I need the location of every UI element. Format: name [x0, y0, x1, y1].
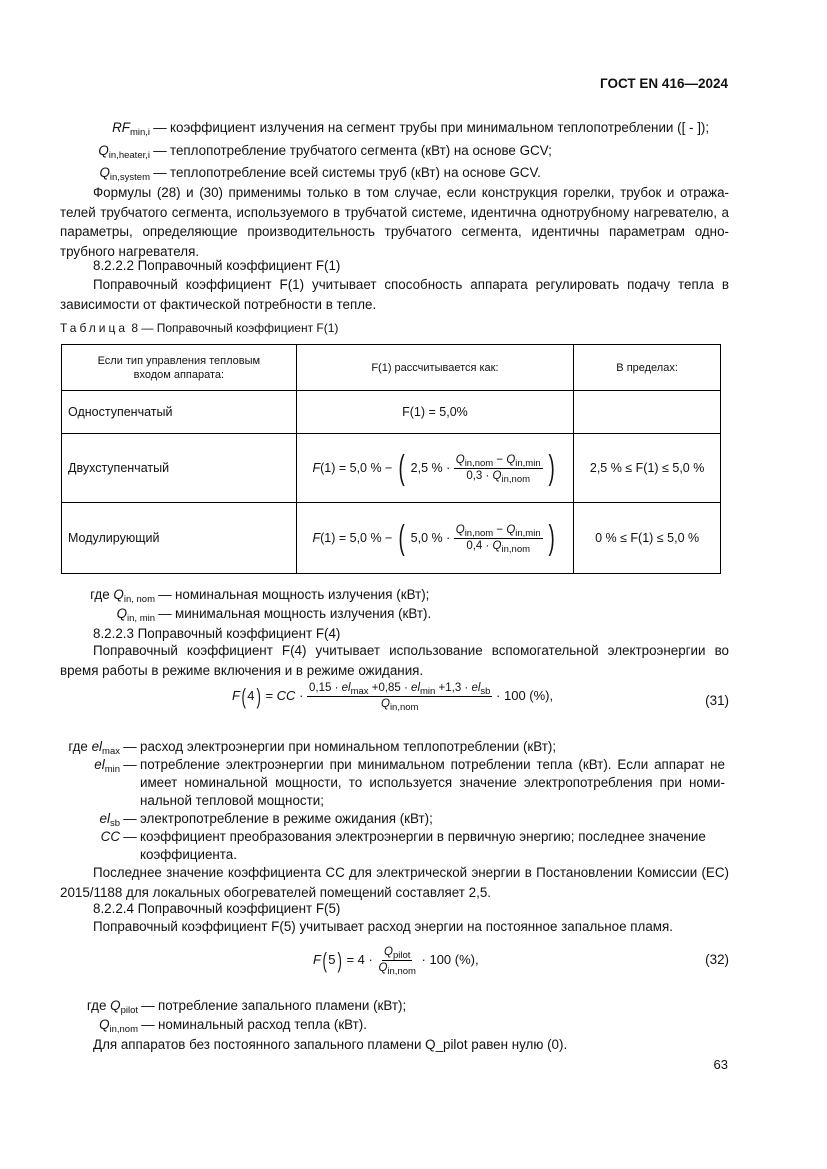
table-row — [62, 503, 721, 574]
document-header: ГОСТ EN 416—2024 — [600, 76, 728, 91]
definition-q-in-min: $Q_{in, min}$ — минимальная мощность излучения (кВт). — [116, 606, 432, 624]
paragraph-f1-description: Поправочный коэффициент F(1) учитывает способность аппарата регулировать подачу тепла в зависимости от фактической потребности в тепле. — [60, 277, 729, 312]
table-caption — [60, 321, 338, 335]
formula-coefficient: 5,0 — [410, 530, 429, 545]
table-cell-formula: F(1) = 5,0% — [296, 391, 574, 434]
definition-prefix: где — [68, 739, 88, 754]
table-header-cell: В пределах: — [574, 345, 721, 391]
table-cell-range: 0 % ≤ F(1) ≤ 5,0 % — [574, 503, 721, 574]
formula-denominator-coefficient: 0,4 — [466, 539, 483, 552]
symbol-sub: in, nom — [123, 594, 155, 605]
definition-q-in-nom-2: $Q_{in,nom}$ — номинальный расход тепла (кВт). — [99, 1017, 367, 1035]
symbol: Q — [113, 587, 124, 602]
symbol-sub: in,system — [109, 172, 150, 183]
table-caption-prefix: Таблица — [60, 321, 129, 335]
equation-32: F(5) = 4 · $\frac{Q_{pilot}}{Q_{in,nom}}$ · 100 (%), — [313, 946, 479, 977]
table-header-cell: F(1) рассчитывается как: — [296, 345, 574, 391]
definition-prefix: где — [90, 587, 110, 602]
definition-text: электропотребление в режиме ожидания (кВт); — [140, 811, 433, 826]
definition-text: потребление запального пламени (кВт); — [158, 998, 407, 1013]
table-cell-type: Модулирующий — [62, 503, 297, 574]
definition-q-pilot: где $Q_{pilot}$ — потребление запального пламени (кВт); — [86, 998, 407, 1016]
paragraph-no-pilot: Для аппаратов без постоянного запального пламени Q_pilot равен нулю (0). — [93, 1037, 568, 1052]
table-header-row — [62, 345, 721, 391]
definition-text: минимальная мощность излучения (кВт). — [175, 606, 432, 621]
symbol-sub: min — [104, 764, 120, 775]
table-cell-type: Одноступенчатый — [62, 391, 297, 434]
paragraph-f5-description: Поправочный коэффициент F(5) учитывает расход энергии на постоянное запальное пламя. — [93, 919, 673, 934]
section-heading-8-2-2-2: 8.2.2.2 Поправочный коэффициент F(1) — [93, 258, 341, 273]
symbol: el — [99, 811, 110, 826]
symbol-sub: in,heater,i — [108, 150, 150, 161]
definition-el-sb: $el_{sb}$ — электропотребление в режиме ожидания (кВт); — [99, 811, 433, 829]
definition-text: коэффициент излучения на сегмент трубы при минимальном теплопотреблении ([ - ]); — [170, 120, 710, 135]
definition-text: расход электроэнергии при номинальном теплопотреблении (кВт); — [140, 739, 557, 754]
formula-coefficient: 2,5 — [410, 460, 429, 475]
table-cell-formula: F(1) = 5,0 % − ( 2,5 % · $\frac{Q_{in,nom} - Q_{in,min}}{0,3 \cdot Q_{in,nom}}$ ) — [296, 434, 574, 503]
definition-text: номинальная мощность излучения (кВт); — [175, 587, 430, 602]
section-heading-8-2-2-3: 8.2.2.3 Поправочный коэффициент F(4) — [93, 626, 341, 641]
definition-q-in-nom: где $Q_{in, nom}$ — номинальная мощность излучения (кВт); — [90, 587, 430, 605]
symbol-sub: max — [102, 746, 120, 757]
formula-denominator-coefficient: 0,3 — [466, 469, 483, 482]
symbol: el — [91, 739, 103, 754]
symbol: Q — [99, 165, 110, 180]
paragraph-formula-note: Формулы (28) и (30) применимы только в том случае, если конструкция горелки, трубок и отражателей трубчатого сегмента, используемого в трубчатой системе, идентична однотрубному нагревателю, а параметры, определяющие производительность трубчатого сегмента, идентичны параметрам однотрубного нагревателя. — [60, 185, 729, 260]
table-cell-type: Двухступенчатый — [62, 434, 297, 503]
symbol: RF — [112, 120, 130, 135]
table-cell-range — [574, 391, 721, 434]
definition-text: теплопотребление всей системы труб (кВт) на основе GCV. — [170, 165, 541, 180]
table-row — [62, 434, 721, 503]
symbol: Q — [98, 143, 109, 158]
definition-text: потребление электроэнергии при минимальном потреблении тепла (кВт). Если аппарат не имеет номинальной мощности, то используется значение электропотребления при номинальной тепловой мощности; — [140, 757, 725, 808]
definition-cc: CC — коэффициент преобразования электроэнергии в первичную энергию; последнее значение коэффициента. — [60, 828, 730, 864]
definition-text: теплопотребление трубчатого сегмента (кВт) на основе GCV; — [170, 143, 552, 158]
table-header-cell: Если тип управления тепловым входом аппарата: — [62, 345, 297, 391]
equation-number: (31) — [705, 693, 729, 708]
equation-31: F(4) = CC · $\frac{0,15 \cdot el_{max} +0,85 \cdot el_{min} +1,3 \cdot el_{sb}}{Q_{in,nom}}$ · 100 (%), — [232, 682, 554, 713]
definition-text: коэффициент преобразования электроэнергии в первичную энергию; последнее значение коэффициента. — [140, 829, 706, 862]
definition-el-min: $el_{min}$ — потребление электроэнергии при минимальном потреблении тепла (кВт). Если аппарат не имеет номинальной мощности, то используется значение электропотребления при номинальной тепловой мощности; — [94, 757, 725, 808]
definition-q-system: $Q_{in,system}$ — теплопотребление всей системы труб (кВт) на основе GCV. — [99, 165, 541, 183]
paragraph-cc-value: Последнее значение коэффициента CC для электрической энергии в Постановлении Комиссии (ЕС) 2015/1188 для локальных обогревателей помещений составляет 2,5. — [60, 865, 729, 900]
symbol-sub: in,nom — [109, 1024, 138, 1035]
table-caption-text: 8 — Поправочный коэффициент F(1) — [131, 321, 339, 335]
symbol: CC — [100, 829, 120, 844]
symbol: Q — [116, 606, 128, 621]
symbol-sub: pilot — [120, 1005, 138, 1016]
symbol-sub: in, min — [127, 613, 155, 624]
table-cell-formula: F(1) = 5,0 % − ( 5,0 % · $\frac{Q_{in,nom} - Q_{in,min}}{0,4 \cdot Q_{in,nom}}$ ) — [296, 503, 574, 574]
paragraph-f4-description: Поправочный коэффициент F(4) учитывает использование вспомогательной электроэнергии во время работы в режиме включения и в режиме ожидания. — [60, 643, 729, 678]
correction-factor-table — [61, 344, 721, 574]
section-heading-8-2-2-4: 8.2.2.4 Поправочный коэффициент F(5) — [93, 901, 341, 916]
table-cell-range: 2,5 % ≤ F(1) ≤ 5,0 % — [574, 434, 721, 503]
symbol-sub: sb — [109, 818, 120, 829]
definition-rf-min: $RF_{min,i}$ — коэффициент излучения на сегмент трубы при минимальном теплопотреблении ([ - ]); — [112, 120, 710, 138]
page-number: 63 — [713, 1057, 728, 1072]
symbol-sub: min,i — [129, 127, 150, 138]
symbol: el — [94, 757, 105, 772]
table-row — [62, 391, 721, 434]
definition-text: номинальный расход тепла (кВт). — [158, 1017, 367, 1032]
symbol: Q — [110, 998, 121, 1013]
symbol: Q — [99, 1017, 110, 1032]
definition-q-heater: $Q_{in,heater,i}$ — теплопотребление трубчатого сегмента (кВт) на основе GCV; — [98, 143, 552, 161]
definition-prefix: где — [86, 998, 107, 1013]
equation-number: (32) — [705, 952, 729, 967]
definition-el-max: где $el_{max}$ — расход электроэнергии при номинальном теплопотреблении (кВт); — [68, 739, 557, 757]
